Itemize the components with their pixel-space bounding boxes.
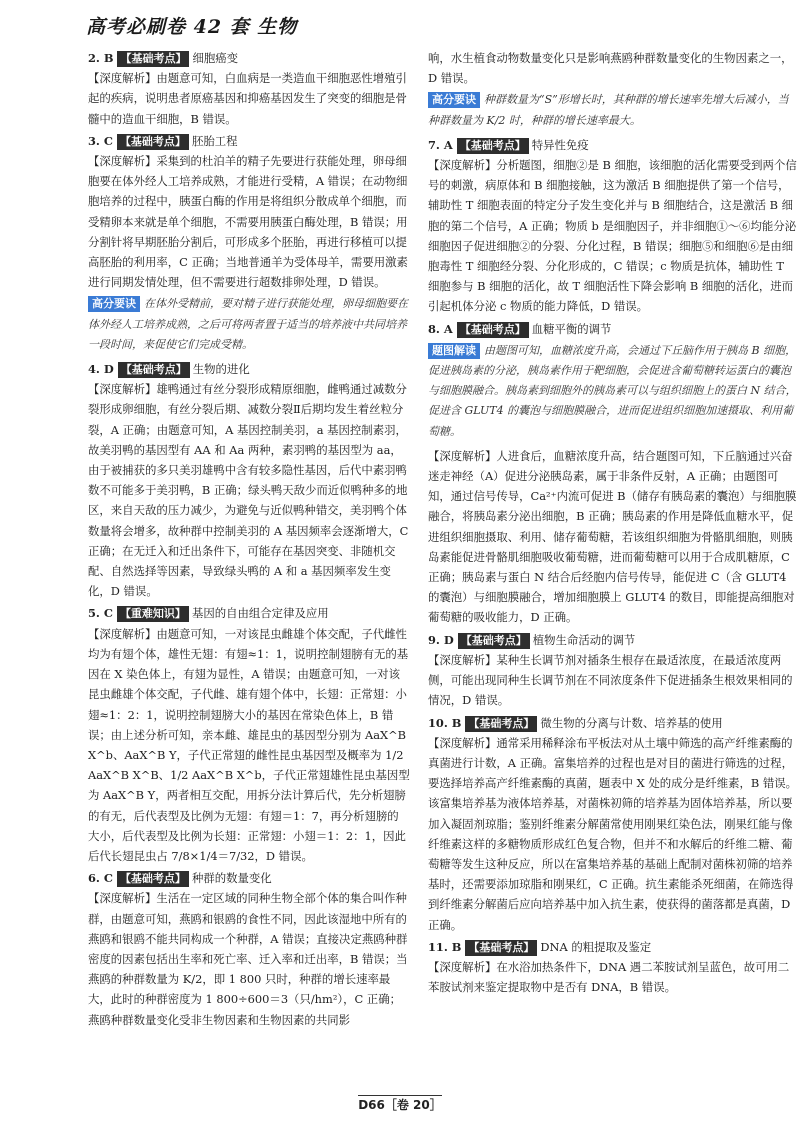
- answer-number: 7. A: [428, 137, 453, 152]
- topic-name: 微生物的分离与计数、培养基的使用: [540, 715, 723, 730]
- topic-tag: 【重难知识】: [117, 606, 189, 622]
- topic-tag: 【基础考点】: [118, 362, 190, 378]
- topic-name: 血糖平衡的调节: [531, 321, 612, 336]
- answer-number: 3. C: [88, 133, 113, 148]
- answer-item: [88, 603, 410, 866]
- answer-item: [428, 319, 798, 628]
- tip-box: [88, 294, 410, 355]
- analysis-paragraph: 【深度解析】生活在一定区域的同种生物全部个体的集合叫作种群，由题意可知，燕鸥和银鸥的食性不同，因此该湿地中所有的燕鸥和银鸥不能共同构成一个种群，A 错误；直接决定燕鸥种群密度的因素包括出生率和死亡率、迁入率和迁出率，B 错误；当燕鸥的种群数量为 K/2，即 1 800 只时，种群的增长速率最大，此时的种群密度为 1 800÷600＝3（只/hm²），C 正确；燕鸥种群数量变化受非生物因素和生物因素的共同影: [88, 891, 408, 1027]
- answer-heading: [88, 868, 410, 888]
- answer-item: [428, 937, 798, 998]
- topic-name: DNA 的粗提取及鉴定: [540, 939, 652, 954]
- tip-label: 高分要诀: [88, 296, 140, 312]
- answer-item: [428, 48, 798, 131]
- topic-name: 植物生命活动的调节: [532, 632, 636, 647]
- analysis-paragraph: 【深度解析】雄鸭通过有丝分裂形成精原细胞，雌鸭通过减数分裂形成卵细胞，有丝分裂后期、减数分裂Ⅱ后期均发生着丝粒分裂，A 正确；由题意可知，A 基因控制美羽，a 基因控制素羽，故美羽鸭的基因型有 AA 和 Aa 两种，素羽鸭的基因型为 aa，由于被捕获的多只美羽雄鸭中含有较多隐性基因，后代中素羽鸭数不可能多于美羽鸭，B 正确；绿头鸭天敌少而近似鸭种多的地区，来自天敌的压力减少，为避免与近似鸭种错交，美羽鸭个体数量将会增多，故种群中控制美羽的 A 基因频率会逐渐增大，C 正确；在无迁入和迁出条件下，可能存在基因突变、非随机交配、自然选择等因素，导致绿头鸭的 A 和 a 基因频率发生变化，D 错误。: [88, 382, 409, 599]
- topic-name: 胚胎工程: [191, 133, 238, 148]
- topic-name: 细胞癌变: [192, 51, 239, 65]
- answer-number: 2. B: [88, 51, 114, 65]
- answer-heading: [88, 48, 410, 68]
- answer-number: 5. C: [88, 606, 113, 621]
- answer-number: 9. D: [428, 632, 454, 647]
- analysis-paragraph: 【深度解析】人进食后，血糖浓度升高，结合题图可知，下丘脑通过兴奋迷走神经（A）促进分泌胰岛素，属于非条件反射，A 正确；由题图可知，通过信号传导，Ca²⁺内流可促进 B（储存有胰岛素的囊泡）与细胞膜融合，将胰岛素分泌出细胞，B 正确；胰岛素的作用是降低血糖水平，促进组织细胞摄取、利用、储存葡萄糖，若该组织细胞为骨骼肌细胞，则胰岛素能促进骨骼肌细胞吸收葡萄糖，进而葡萄糖可以用于合成肌糖原，C 正确；胰岛素与蛋白 N 结合后经胞内信号传导，能促进 C（含 GLUT4 的囊泡）与细胞膜融合，增加细胞膜上 GLUT4 的数目，即能提高细胞对葡萄糖的吸收能力，D 正确。: [428, 448, 797, 625]
- tip-text: 在体外受精前，要对精子进行获能处理，卵母细胞要在体外经人工培养成熟，之后可将两者置于适当的培养液中共同培养一段时间，来促使它们完成受精。: [88, 297, 408, 351]
- topic-name: 特异性免疫: [531, 137, 589, 152]
- tip-box: [428, 90, 798, 130]
- answer-item: [88, 868, 410, 1030]
- answer-item: [428, 713, 798, 935]
- topic-tag: 【基础考点】: [458, 633, 530, 649]
- analysis-paragraph: 【深度解析】通常采用稀释涂布平板法对从土壤中筛选的高产纤维素酶的真菌进行计数，A 正确。富集培养的过程也是对目的菌进行筛选的过程，要选择培养高产纤维素酶的真菌，题表中 X 处的成分是纤维素，B 错误。该富集培养基为液体培养基，对菌株初筛的培养基为固体培养基，所以要加入凝固剂琼脂；鉴别纤维素分解菌常使用刚果红染色法，刚果红能与像纤维素这样的多糖物质形成红色复合物，但并不和水解后的纤维二糖、葡萄糖等发生这种反应，所以在富集培养基的基础上配制对菌株初筛的培养基时，还需要添加琼脂和刚果红，C 正确。抗生素能杀死细菌，在筛选得到纤维素分解菌后应向培养基中加入抗生素，使获得的菌落都是真菌，D 正确。: [428, 735, 798, 932]
- analysis-paragraph: 【深度解析】由题意可知，一对该昆虫雌雄个体交配，子代雌性均为有翅个体，雄性无翅：有翅≈1：1，说明控制翅膀有无的基因在 X 染色体上，有翅为显性，A 错误；由题意可知，一对该昆虫雌雄个体交配，子代雌、雄有翅个体中，长翅：正常翅：小翅≈1：2：1，说明控制翅膀大小的基因在常染色体上，B 错误；由上述分析可知，亲本雌、雄昆虫的基因型分别为 AaX^B X^b、AaX^B Y，子代正常翅的雌性昆虫基因型及概率为 1/2 AaX^B X^B、1/2 AaX^B X^b，子代正常翅雄性昆虫基因型为 AaX^B Y，两者相互交配，用拆分法计算后代，先分析翅膀的有无，后代表型及比例为无翅：有翅＝1：7，再分析翅膀的大小，后代表型及比例为长翅：正常翅：小翅＝1：2：1，因此后代长翅昆虫占 7/8×1/4＝7/32，D 错误。: [88, 626, 410, 863]
- answer-item: [88, 131, 410, 355]
- topic-tag: 【基础考点】: [457, 322, 529, 338]
- answer-heading: [428, 319, 798, 339]
- tip-text: 种群数量为“S”形增长时，其种群的增长速率先增大后减小，当种群数量为 K/2 时，种群的增长速率最大。: [428, 93, 789, 127]
- topic-tag: 【基础考点】: [465, 940, 537, 956]
- page-header-title: 高考必刷卷 42 套 生物: [86, 16, 298, 38]
- tip-text: 由题图可知，血糖浓度升高，会通过下丘脑作用于胰岛 B 细胞，促进胰岛素的分泌，胰岛素作用于靶细胞，会促进含葡萄糖转运蛋白的囊泡与细胞膜融合。胰岛素到细胞外的胰岛素可以与组织细胞上的蛋白 N 结合，促进含 GLUT4 的囊泡与细胞膜融合，进而促进组织细胞加速摄取、利用葡萄糖。: [428, 343, 797, 438]
- answer-heading: [428, 937, 798, 957]
- answer-number: 11. B: [428, 939, 462, 954]
- page-number: D66［卷 20］: [358, 1095, 442, 1112]
- answer-number: 8. A: [428, 321, 453, 336]
- answer-item: [428, 135, 798, 317]
- topic-tag: 【基础考点】: [117, 871, 189, 887]
- analysis-paragraph: 【深度解析】某种生长调节剂对插条生根存在最适浓度，在最适浓度两侧，可能出现同种生长调节剂在不同浓度条件下促进插条生根效果相同的情况，D 错误。: [428, 652, 793, 708]
- answer-number: 6. C: [88, 871, 113, 886]
- answer-item: [428, 630, 798, 711]
- topic-tag: 【基础考点】: [117, 134, 189, 150]
- topic-name: 基因的自由组合定律及应用: [191, 606, 329, 621]
- topic-tag: 【基础考点】: [117, 51, 189, 67]
- analysis-paragraph: 【深度解析】由题意可知，白血病是一类造血干细胞恶性增殖引起的疾病，说明患者原癌基因和抑癌基因发生了突变的细胞是骨髓中的造血干细胞，B 错误。: [88, 71, 407, 126]
- analysis-paragraph: 【深度解析】分析题图，细胞②是 B 细胞，该细胞的活化需要受到两个信号的刺激，病原体和 B 细胞接触，这为激活 B 细胞提供了第一个信号，辅助性 T 细胞表面的特定分子发生变化并与 B 细胞结合，这是激活 B 细胞的第二个信号，A 正确；物质 b 是细胞因子，并非细胞①～⑥均能分泌细胞因子促进细胞②的分裂、分化过程，B 错误；细胞⑤和细胞⑥是由细胞毒性 T 细胞经分裂、分化形成的，C 错误；c 物质是抗体，辅助性 T 细胞参与 B 细胞的活化，故 T 细胞活性下降会影响 B 细胞的活化，进而引起机体分泌 c 物质的能力降低，D 错误。: [428, 158, 797, 314]
- answer-heading: [88, 603, 410, 623]
- answer-item: [88, 359, 410, 601]
- tip-label: 高分要诀: [428, 92, 480, 108]
- analysis-paragraph: 响，水生植食动物数量变化只是影响燕鸥种群数量变化的生物因素之一，D 错误。: [428, 51, 793, 86]
- page-footer: [0, 1096, 800, 1113]
- tip-box: [428, 341, 798, 442]
- tip-label: 题图解读: [428, 343, 480, 359]
- answer-heading: [88, 359, 410, 379]
- answer-number: 10. B: [428, 715, 462, 730]
- left-column: [88, 48, 410, 1032]
- answer-heading: [428, 630, 798, 650]
- analysis-paragraph: 【深度解析】在水浴加热条件下，DNA 遇二苯胺试剂呈蓝色，故可用二苯胺试剂来鉴定提取物中是否有 DNA，B 错误。: [428, 959, 790, 995]
- topic-tag: 【基础考点】: [457, 138, 529, 154]
- answer-heading: [88, 131, 410, 151]
- answer-number: 4. D: [88, 362, 114, 377]
- answer-item: [88, 48, 410, 129]
- topic-name: 生物的进化: [192, 362, 250, 377]
- right-column: [428, 48, 798, 999]
- topic-name: 种群的数量变化: [191, 871, 272, 886]
- answer-heading: [428, 713, 798, 733]
- answer-heading: [428, 135, 798, 155]
- analysis-paragraph: 【深度解析】采集到的杜泊羊的精子先要进行获能处理，卵母细胞要在体外经人工培养成熟，才能进行受精，A 错误；在动物细胞培养的过程中，胰蛋白酶的作用是将组织分散成单个细胞，而受精卵本来就是单个细胞，不需要用胰蛋白酶处理，B 错误；用分割针将早期胚胎分割后，可形成多个胚胎，再进行移植可以提高胚胎的利用率，C 正确；当地普通羊为受体母羊，需要用激素进行同期发情处理，但不需要进行超数排卵处理，D 错误。: [88, 154, 408, 290]
- topic-tag: 【基础考点】: [465, 716, 537, 732]
